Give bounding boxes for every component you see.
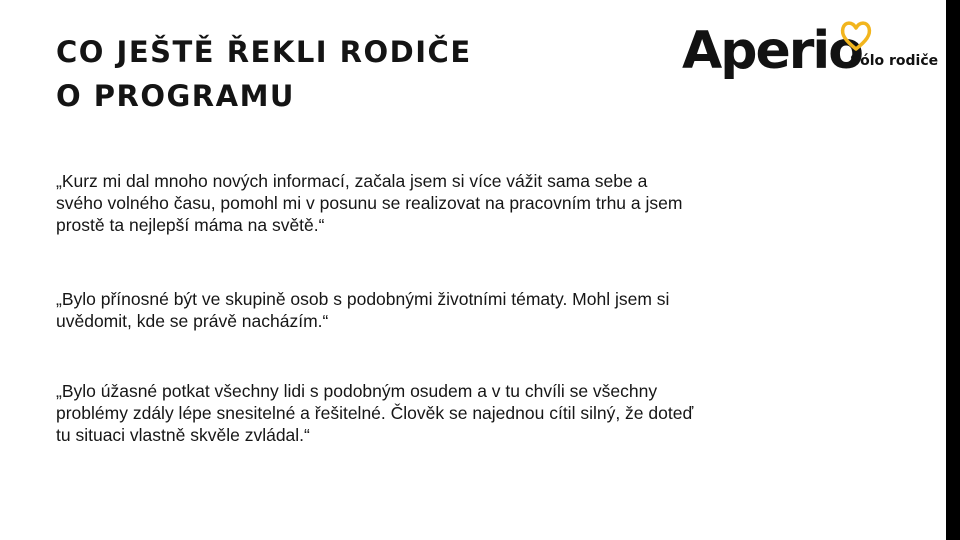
quote-3-line-2: problémy zdály lépe snesitelné a řešitelné. Člověk se najednou cítil silný, že doteď	[56, 403, 694, 423]
heart-icon	[838, 18, 874, 54]
quote-1-line-1: „Kurz mi dal mnoho nových informací, začala jsem si více vážit sama sebe a	[56, 171, 648, 191]
slide-title-line-1: CO JEŠTĚ ŘEKLI RODIČE	[56, 35, 472, 69]
right-edge-bar	[946, 0, 960, 540]
logo-subtitle: Sólo rodiče	[850, 53, 939, 69]
quote-1	[56, 170, 682, 236]
quote-1-line-2: svého volného času, pomohl mi v posunu se realizovat na pracovním trhu a jsem	[56, 193, 683, 213]
aperio-logo	[682, 16, 944, 86]
quote-2-line-2: uvědomit, kde se právě nacházím.“	[56, 311, 329, 331]
quote-3-line-1: „Bylo úžasné potkat všechny lidi s podobným osudem a v tu chvíli se všechny	[56, 381, 658, 401]
quote-2	[56, 288, 669, 332]
quote-3-line-3: tu situaci vlastně skvěle zvládal.“	[56, 425, 310, 445]
slide-title-line-2: O PROGRAMU	[56, 79, 295, 113]
quote-1-line-3: prostě ta nejlepší máma na světě.“	[56, 215, 325, 235]
quote-2-line-1: „Bylo přínosné být ve skupině osob s podobnými životními tématy. Mohl jsem si	[56, 289, 670, 309]
quote-3	[56, 380, 693, 446]
slide-title	[56, 30, 472, 118]
logo-wordmark: Aperio	[682, 21, 862, 81]
